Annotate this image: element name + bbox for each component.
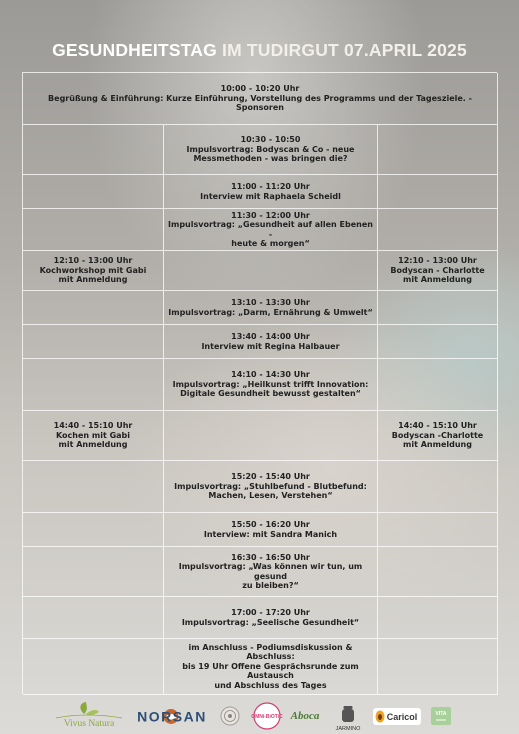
- schedule-cell: [164, 291, 378, 325]
- norsan-logo-text: NORSAN: [137, 708, 207, 725]
- session-description: Interview: mit Sandra Manich: [203, 529, 338, 539]
- session-description: Begrüßung & Einführung: Kurze Einführung, Vorstellung des Programms und der Tagesziele. - Sponsoren: [48, 93, 472, 113]
- session-description: Bodyscan - Charlotte mit Anmeldung: [390, 265, 485, 285]
- title-accent: IM TUDIRGUT 07.APRIL 2025: [222, 40, 467, 60]
- empty-cell: [23, 175, 164, 209]
- omni-logo-text: OMNi-BiOTiC: [251, 714, 283, 720]
- session-description: im Anschluss - Podiumsdiskussion & Abschluss: bis 19 Uhr Offene Gesprächsrunde zum Austausch und Abschluss des Tages: [182, 642, 359, 690]
- vivus-logo-text: Vivus Natura: [63, 719, 115, 729]
- aboca-logo: [286, 700, 324, 734]
- session-time: 11:30 - 12:00 Uhr: [231, 210, 310, 220]
- empty-cell: [23, 639, 164, 695]
- schedule-cell: [164, 175, 378, 209]
- empty-cell: [23, 209, 164, 251]
- papaya-logo-icon: [372, 700, 422, 734]
- empty-cell: [378, 209, 498, 251]
- vita-badge-icon: [428, 700, 454, 734]
- round-seal-logo: [218, 700, 242, 734]
- empty-cell: [23, 547, 164, 597]
- session-description: Impulsvortrag: „Was können wir tun, um gesund zu bleiben?“: [178, 562, 363, 590]
- session-time: 14:10 - 14:30 Uhr: [231, 370, 310, 380]
- session-time: 10:30 - 10:50: [240, 135, 301, 145]
- schedule-cell: [23, 251, 164, 291]
- session-time: 10:00 - 10:20 Uhr: [220, 84, 300, 94]
- empty-cell: [378, 291, 498, 325]
- empty-cell: [23, 359, 164, 411]
- schedule-cell: [164, 597, 378, 639]
- page-title: [0, 40, 519, 61]
- session-description: Impulsvortrag: „Darm, Ernährung & Umwelt“: [168, 307, 373, 317]
- session-time: 11:00 - 11:20 Uhr: [231, 182, 310, 192]
- session-time: 12:10 - 13:00 Uhr: [53, 256, 133, 266]
- session-description: Impulsvortrag: „Stuhlbefund - Blutbefund: Machen, Lesen, Verstehen“: [174, 481, 367, 501]
- jar-logo-icon: [328, 700, 368, 734]
- schedule-table: [22, 72, 497, 694]
- omega-fish-logo-icon: [128, 700, 216, 734]
- session-description: Impulsvortrag: „Heilkunst trifft Innovation: Digitale Gesundheit bewusst gestalten“: [172, 379, 369, 399]
- empty-cell: [23, 513, 164, 547]
- empty-cell: [378, 597, 498, 639]
- session-description: Kochworkshop mit Gabi mit Anmeldung: [39, 265, 147, 285]
- empty-cell: [378, 175, 498, 209]
- session-time: 13:40 - 14:00 Uhr: [231, 332, 310, 342]
- schedule-cell: [164, 639, 378, 695]
- title-main: GESUNDHEITSTAG: [52, 40, 217, 60]
- session-time: 15:50 - 16:20 Uhr: [231, 520, 310, 530]
- empty-cell: [164, 251, 378, 291]
- jarmino-logo: [328, 700, 368, 734]
- schedule-cell: [164, 125, 378, 175]
- empty-cell: [378, 359, 498, 411]
- vivus-natura-logo: [50, 700, 128, 734]
- session-description: Interview mit Regina Halbauer: [201, 341, 340, 351]
- caricol-logo: [372, 700, 422, 734]
- schedule-cell: [164, 461, 378, 513]
- empty-cell: [23, 325, 164, 359]
- session-time: 13:10 - 13:30 Uhr: [231, 298, 310, 308]
- session-time: 14:40 - 15:10 Uhr: [398, 421, 477, 431]
- schedule-cell: [164, 359, 378, 411]
- session-description: Impulsvortrag: „Gesundheit auf allen Ebenen - heute & morgen“: [168, 220, 373, 248]
- empty-cell: [378, 547, 498, 597]
- vita-logo: [428, 700, 454, 734]
- empty-cell: [23, 461, 164, 513]
- aboca-logo-text: Aboca: [290, 710, 320, 722]
- empty-cell: [23, 597, 164, 639]
- omni-biotic-logo: [250, 700, 284, 734]
- empty-cell: [23, 291, 164, 325]
- vita-logo-text: VITA: [435, 711, 447, 717]
- schedule-cell: [23, 73, 498, 125]
- round-seal-logo-icon: [218, 700, 242, 734]
- empty-cell: [23, 125, 164, 175]
- session-description: Bodyscan -Charlotte mit Anmeldung: [391, 430, 484, 450]
- schedule-cell: [164, 513, 378, 547]
- empty-cell: [378, 513, 498, 547]
- caricol-logo-text: Caricol: [386, 712, 418, 722]
- schedule-cell: [378, 411, 498, 461]
- schedule-cell: [164, 547, 378, 597]
- session-description: Interview mit Raphaela Scheidl: [200, 191, 341, 201]
- empty-cell: [378, 461, 498, 513]
- schedule-cell: [378, 251, 498, 291]
- session-time: 15:20 - 15:40 Uhr: [231, 472, 310, 482]
- session-description: Impulsvortrag: Bodyscan & Co - neue Messmethoden - was bringen die?: [186, 144, 355, 164]
- empty-cell: [378, 325, 498, 359]
- session-time: 12:10 - 13:00 Uhr: [398, 256, 477, 266]
- empty-cell: [164, 411, 378, 461]
- session-time: 17:00 - 17:20 Uhr: [231, 608, 310, 618]
- session-description: Kochen mit Gabi mit Anmeldung: [55, 430, 131, 450]
- jarmino-logo-text: JARMINO: [335, 726, 361, 732]
- empty-cell: [378, 639, 498, 695]
- schedule-cell: [23, 411, 164, 461]
- schedule-cell: [164, 325, 378, 359]
- schedule-cell: [164, 209, 378, 251]
- empty-cell: [378, 125, 498, 175]
- norsan-logo: [128, 700, 216, 734]
- leaf-logo-icon: [50, 700, 128, 734]
- session-time: 14:40 - 15:10 Uhr: [53, 421, 133, 431]
- sponsor-logos: [0, 700, 519, 734]
- session-description: Impulsvortrag: „Seelische Gesundheit“: [181, 617, 360, 627]
- session-time: 16:30 - 16:50 Uhr: [231, 552, 310, 562]
